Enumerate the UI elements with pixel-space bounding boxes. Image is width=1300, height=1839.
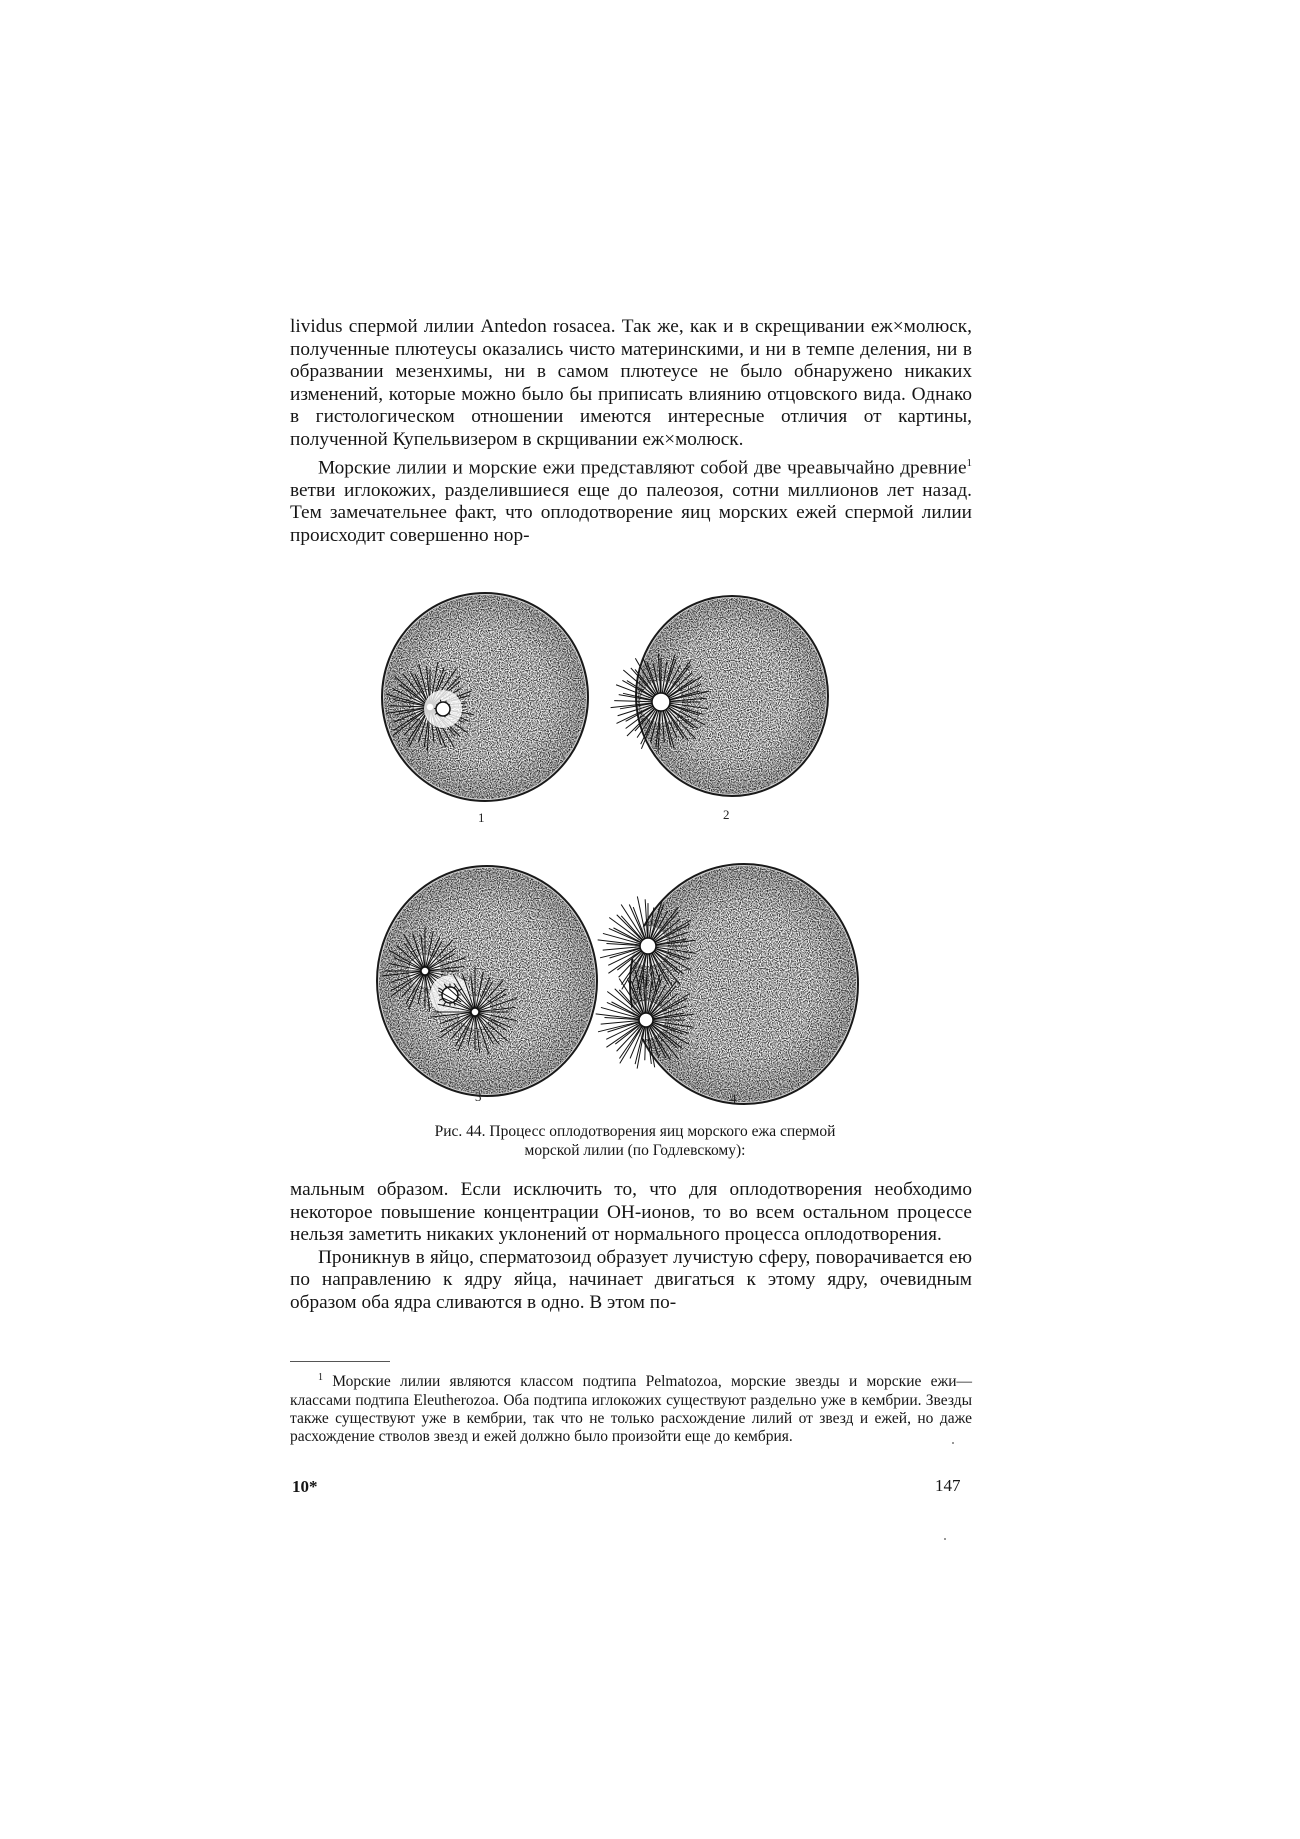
nucleus — [639, 1013, 653, 1027]
figure-44 — [375, 585, 895, 1115]
egg-illustrations — [375, 585, 895, 1115]
paragraph-2 — [290, 452, 972, 548]
page-number: 147 — [935, 1476, 961, 1495]
egg-shading — [377, 866, 597, 1096]
egg-stage-4 — [596, 864, 858, 1104]
figure-label-3: 3 — [475, 1089, 482, 1104]
caption-line-2: морской лилии (по Годлевскому): — [524, 1142, 746, 1159]
footnote — [290, 1369, 972, 1447]
figure-label-1: 1 — [478, 810, 485, 825]
figure-caption — [330, 1122, 940, 1160]
signature-mark: 10* — [292, 1477, 318, 1496]
paragraph-2-start: Морские лилии и морские ежи представляют собой две чреавычайно древние — [318, 456, 967, 478]
paragraph-1: lividus спермой лилии Antedon rosacea. Так же, как и в скрещивании еж×молюск, полученные плютеусы оказались чисто материнскими, и ни в темпе деления, ни в образвании мезенхимы, ни в самом плютеусе не было обнаружено никаких изменений, которые можно было бы приписать влиянию отцовского вида. Однако в гистологическом отношении имеются интересные отличия от картины, полученной Купельвизером в скрщивании еж×молюск. — [290, 316, 972, 450]
figure-label-4: 4 — [730, 1091, 737, 1106]
footnote-ref: 1 — [966, 456, 972, 469]
caption-line-1: Рис. 44. Процесс оплодотворения яиц морского ежа спермой — [434, 1123, 836, 1140]
footnote-divider — [290, 1361, 390, 1362]
egg-stage-1 — [382, 593, 588, 801]
footnote-mark: 1 — [318, 1372, 323, 1383]
paragraph-3: мальным образом. Если исключить то, что для оплодотворения необходимо некоторое повышение концентрации ОН-ионов, то во всем остальном процессе нельзя заметить никаких уклонений от нормального процесса оплодотворения. — [290, 1179, 972, 1246]
lower-text — [290, 1179, 972, 1315]
paragraph-2-end: ветви иглокожих, разделившиеся еще до палеозоя, сотни миллионов лет назад. Тем замечательнее факт, что оплодотворение яиц морских ежей спермой лилии происходит совершенно нор- — [290, 479, 972, 546]
paragraph-4: Проникнув в яйцо, сперматозоид образует лучистую сферу, поворачивается ею по направлению к ядру яйца, начинает двигаться к этому ядру, очевидным образом оба ядра сливаются в одно. В этом по- — [290, 1246, 972, 1313]
upper-text — [290, 316, 972, 547]
scan-speck — [952, 1442, 954, 1444]
nucleus — [421, 967, 429, 975]
nucleus — [640, 938, 656, 954]
scan-speck — [944, 1538, 946, 1540]
nucleus — [652, 693, 670, 711]
nucleus — [471, 1008, 479, 1016]
egg-stage-2 — [611, 596, 828, 796]
egg-shading — [630, 864, 858, 1104]
figure-label-2: 2 — [723, 807, 730, 822]
egg-shading — [382, 593, 588, 801]
nucleus — [436, 702, 450, 716]
footnote-text: Морские лилии являются классом подтипа Pelmatozoa, морские звезды и морские ежи—классами подтипа Eleutherozoa. Оба подтипа иглокожих существуют раздельно уже в кембрии. Звезды также существуют уже в кембрии, так что не только расхождение лилий от звезд и ежей, но даже расхождение стволов звезд и ежей должно было произойти еще до кембрия. — [290, 1373, 973, 1446]
egg-stage-3 — [377, 866, 597, 1096]
